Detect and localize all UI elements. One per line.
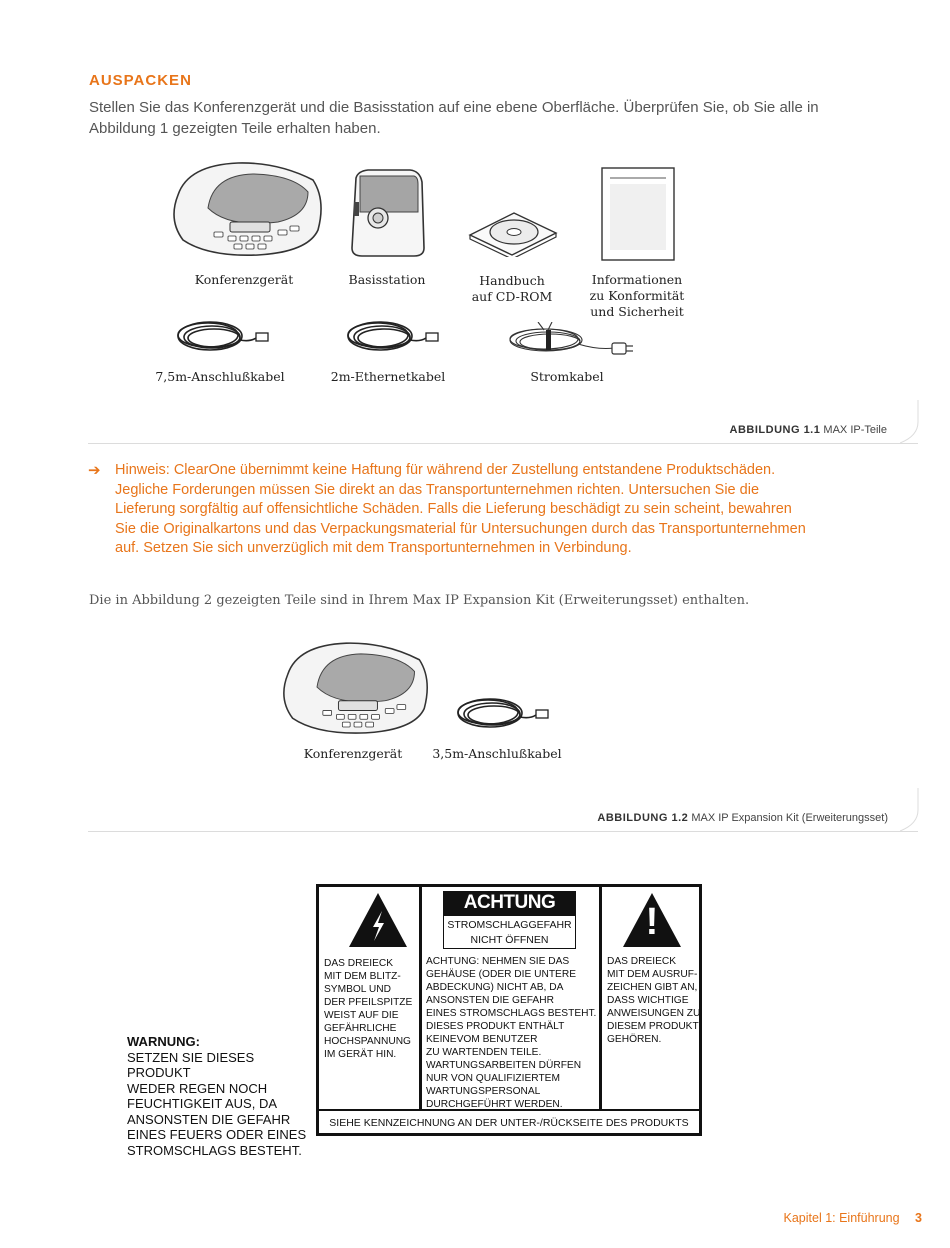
note-arrow-icon: ➔ [88,462,101,479]
caution-right-line: MIT DEM AUSRUF- [607,969,698,980]
achtung-sub-line1: STROMSCHLAGGEFAHR [447,919,572,931]
caution-middle-line: WARTUNGSPERSONAL [426,1086,541,1097]
caution-middle-line: WARTUNGSARBEITEN DÜRFEN [426,1060,582,1071]
warning-block [127,1034,317,1158]
label-konferenzgeraet: Konferenzgerät [194,272,294,287]
caution-right-line: ANWEISUNGEN ZU [607,1008,701,1019]
caution-left-text [324,957,418,1061]
caution-right-line: DIESEM PRODUKT [607,1021,699,1032]
caution-middle-line: ACHTUNG: NEHMEN SIE DAS [426,956,570,967]
caution-left-line: DER PFEILSPITZE [324,997,413,1008]
caution-left-line: GEFÄHRLICHE [324,1023,397,1034]
label-info-line1: Informationen [591,272,683,287]
caution-divider-left [419,887,422,1111]
section-intro: Stellen Sie das Konferenzgerät und die Basisstation auf eine ebene Oberfläche. Überprüfen Sie, ob Sie alle in Abbildung 1 gezeigten Teile erhalten haben. [89,99,819,137]
warning-line: EINES FEUERS ODER EINES [127,1127,307,1142]
document-icon [600,166,676,262]
warning-line: ANSONSTEN DIE GEFAHR [127,1111,291,1127]
warning-line: WEDER REGEN NOCH [127,1080,268,1096]
caution-middle-line: GEHÄUSE (ODER DIE UNTERE [426,969,577,980]
ethernet-cable-icon [344,316,444,358]
footer-chapter: Kapitel 1: Einführung [783,1211,900,1225]
caution-left-line: MIT DEM BLITZ- [324,971,401,982]
figure2-caption [440,812,888,824]
achtung-sub-line2: NICHT ÖFFNEN [470,934,549,946]
caution-right-line: DAS DREIECK [607,956,677,967]
label-anschlusskabel: 7,5m-Anschlußkabel [155,369,285,384]
cable-icon [174,316,274,358]
figure1-caption [500,424,887,436]
caution-middle-line: DURCHGEFÜHRT WERDEN. [426,1099,563,1110]
caution-footer: SIEHE KENNZEICHNUNG AN DER UNTER-/RÜCKSEITE DES PRODUKTS [329,1117,689,1129]
lightning-warning-icon [347,891,409,949]
caution-middle-line: DIESES PRODUKT ENTHÄLT [426,1021,565,1032]
warning-title: WARNUNG: [127,1034,200,1049]
caution-right-text [607,955,701,1046]
figure1-corner [900,398,924,444]
label-info-line3: und Sicherheit [590,304,684,319]
kit-intro: Die in Abbildung 2 gezeigten Teile sind in Ihrem Max IP Expansion Kit (Erweiterungsset) enthalten. [89,593,750,608]
caution-middle-line: KEINEVOM BENUTZER [426,1034,538,1045]
caution-middle-line: ZU WARTENDEN TEILE. [426,1047,542,1058]
footer-page-number: 3 [915,1211,922,1225]
warning-line: SETZEN SIE DIESES PRODUKT [127,1049,255,1080]
figure1-caption-number: ABBILDUNG 1.1 [729,424,821,436]
label-basisstation: Basisstation [348,272,426,287]
label-handbuch-line1: Handbuch [479,273,545,288]
note-label: Hinweis: [115,462,170,478]
label-handbuch-line2: auf CD-ROM [471,289,553,304]
power-cable-icon [506,322,638,364]
label-info-line2: zu Konformität [589,288,685,303]
caution-middle-line: ANSONSTEN DIE GEFAHR [426,995,554,1006]
caution-right-line: GEHÖREN. [607,1034,662,1045]
caution-middle-text [426,955,598,1111]
note-paragraph [115,461,815,559]
caution-box [316,884,702,1136]
kit-label-konferenzgeraet: Konferenzgerät [303,746,403,761]
page-footer [784,1211,923,1225]
note-text: ClearOne übernimmt keine Haftung für während der Zustellung entstandene Produktschäden. Jegliche Forderungen müssen Sie direkt an das Transportunternehmen richten. Untersuchen Sie die Lieferung sorgfältig auf offensichtliche Schäden. Falls die Lieferung beschädigt zu sein scheint, bewahren Sie die Originalkartons und das Verpackungsmaterial für Untersuchungen durch das Transportunternehmen auf. Setzen Sie sich unverzüglich mit dem Transportunternehmen in Verbindung. [115,462,806,556]
cd-rom-icon [466,205,560,257]
label-stromkabel: Stromkabel [530,369,604,384]
achtung-subbox [443,915,576,949]
kit-label-anschlusskabel: 3,5m-Anschlußkabel [432,746,562,761]
achtung-label: ACHTUNG [443,891,576,915]
figure2-caption-number: ABBILDUNG 1.2 [597,812,689,824]
caution-middle-line: ABDECKUNG) NICHT AB, DA [426,982,564,993]
warning-line: FEUCHTIGKEIT AUS, DA [127,1096,278,1111]
figure1-divider [88,443,918,444]
figure2-corner [900,786,924,832]
caution-right-line: ZEICHEN GIBT AN, [607,982,698,993]
base-station-icon [348,168,428,260]
caution-left-line: DAS DREIECK [324,958,394,969]
figure2-divider [88,831,918,832]
figure2-caption-text: MAX IP Expansion Kit (Erweiterungsset) [691,812,888,824]
caution-middle-line: EINES STROMSCHLAGS BESTEHT. [426,1008,597,1019]
section-heading: AUSPACKEN [89,72,192,89]
caution-left-line: IM GERÄT HIN. [324,1049,397,1060]
caution-left-line: SYMBOL UND [324,984,391,995]
warning-line: STROMSCHLAGS BESTEHT. [127,1142,302,1158]
caution-divider-right [599,887,602,1111]
kit-conference-phone-icon [278,640,434,738]
label-ethernetkabel: 2m-Ethernetkabel [330,369,446,384]
exclamation-mark: ! [645,901,659,943]
caution-left-line: HOCHSPANNUNG [324,1036,411,1047]
figure1-caption-text: MAX IP-Teile [823,424,887,436]
caution-right-line: DASS WICHTIGE [607,995,689,1006]
caution-left-line: WEIST AUF DIE [324,1010,399,1021]
conference-phone-icon [168,160,328,260]
kit-cable-icon [454,693,554,735]
caution-middle-line: NUR VON QUALIFIZIERTEM [426,1073,560,1084]
